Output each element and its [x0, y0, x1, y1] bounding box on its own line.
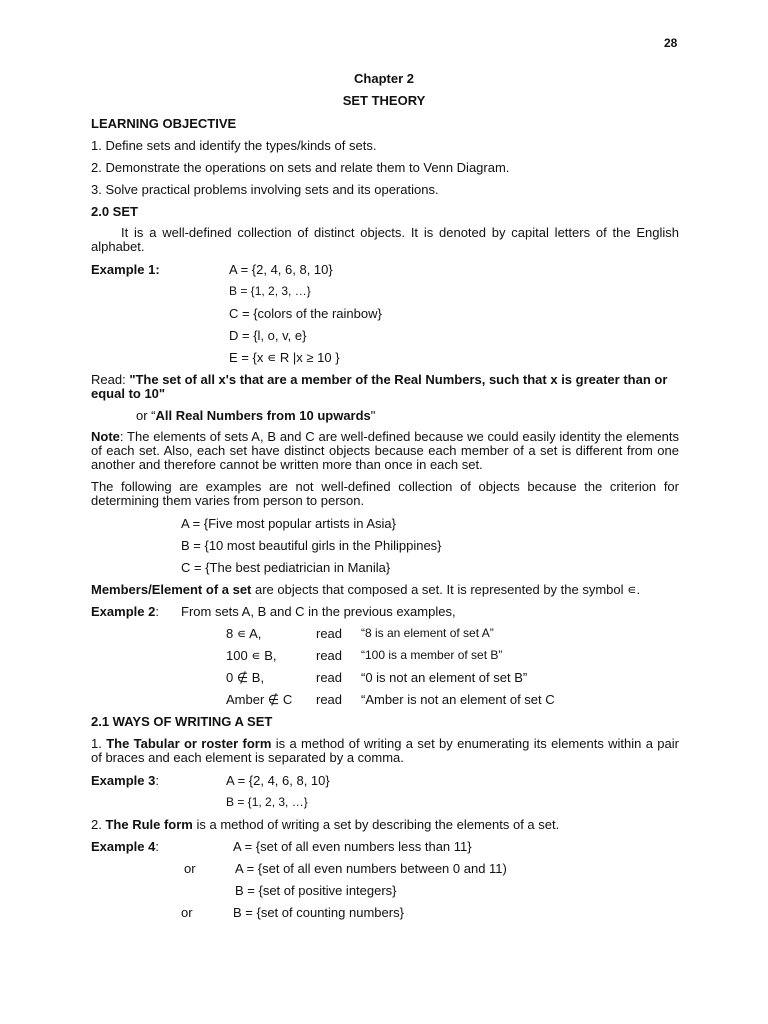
example-4-line: B = {set of counting numbers}	[233, 905, 404, 920]
page-number: 28	[664, 36, 678, 50]
example-4-label	[91, 839, 159, 854]
tabular-paragraph	[91, 737, 679, 765]
chapter-title: SET THEORY	[342, 93, 426, 108]
example-3-label	[91, 773, 159, 788]
or-statement	[136, 408, 375, 423]
membership-read: read	[316, 692, 343, 707]
membership-expr: 8 ∊ A,	[226, 626, 262, 641]
example-3-set: A = {2, 4, 6, 8, 10}	[226, 773, 330, 788]
tabular-prefix: 1.	[91, 736, 107, 751]
example-1-set: A = {2, 4, 6, 8, 10}	[229, 262, 333, 277]
example-4-colon: :	[155, 839, 159, 854]
chapter-label: Chapter 2	[354, 71, 414, 86]
not-well-defined-example: B = {10 most beautiful girls in the Philippines}	[181, 538, 442, 553]
membership-expr: Amber ∉ C	[226, 692, 293, 707]
example-4-or: or	[181, 905, 193, 920]
tabular-bold: The Tabular or roster form	[106, 736, 272, 751]
note-paragraph	[91, 430, 679, 472]
read-bold-text: "The set of all x's that are a member of the Real Numbers, such that x is greater than or equal to 10"	[91, 372, 668, 401]
not-well-defined-example: C = {The best pediatrician in Manila}	[181, 560, 391, 575]
or-bold-text: All Real Numbers from 10 upwards	[155, 408, 371, 423]
example-4-line: A = {set of all even numbers less than 11}	[233, 839, 472, 854]
rule-prefix: 2.	[91, 817, 106, 832]
objective-item: 3. Solve practical problems involving sets and its operations.	[91, 182, 439, 197]
membership-expr: 100 ∊ B,	[226, 648, 277, 663]
not-well-defined-paragraph: The following are examples are not well-defined collection of objects because the criterion for determining them varies from person to person.	[91, 479, 679, 508]
tabular-text: is a method of writing a set by enumerating its elements within a pair of braces and each element is separated by a comma.	[91, 736, 679, 765]
membership-read: read	[316, 626, 343, 641]
not-well-defined-example: A = {Five most popular artists in Asia}	[181, 516, 396, 531]
membership-meaning: “Amber is not an element of set C	[361, 692, 555, 707]
rule-paragraph	[91, 817, 559, 832]
example-4-line: B = {set of positive integers}	[235, 883, 397, 898]
example-3-colon: :	[155, 773, 159, 788]
example-3-set: B = {1, 2, 3, …}	[226, 795, 308, 809]
read-prefix: Read:	[91, 372, 130, 387]
members-bold: Members/Element of a set	[91, 582, 252, 597]
rule-bold: The Rule form	[105, 817, 193, 832]
membership-read: read	[316, 670, 343, 685]
example-1-set: C = {colors of the rainbow}	[229, 306, 382, 321]
or-prefix: or “	[136, 408, 156, 423]
or-suffix: "	[370, 408, 376, 423]
membership-read: read	[316, 648, 343, 663]
membership-meaning: “0 is not an element of set B”	[361, 670, 528, 685]
example-1-set: B = {1, 2, 3, …}	[229, 284, 311, 298]
learning-objective-heading: LEARNING OBJECTIVE	[91, 116, 237, 131]
note-label: Note	[91, 429, 120, 444]
objective-item: 1. Define sets and identify the types/kinds of sets.	[91, 138, 377, 153]
members-text: are objects that composed a set. It is represented by the symbol ∊.	[251, 582, 641, 597]
objective-item: 2. Demonstrate the operations on sets and relate them to Venn Diagram.	[91, 160, 510, 175]
example-2-colon: :	[155, 604, 159, 619]
example-3-label-text: Example 3	[91, 773, 156, 788]
membership-meaning: “8 is an element of set A”	[361, 626, 494, 640]
section-heading-ways: 2.1 WAYS OF WRITING A SET	[91, 714, 273, 729]
note-text: : The elements of sets A, B and C are well-defined because we could easily identity the elements of each set. Also, each set have distinct objects because each member of a set is different from one another and therefore cannot be written more than once in each set.	[91, 429, 679, 472]
example-2-intro: From sets A, B and C in the previous examples,	[181, 604, 456, 619]
example-1-set: D = {l, o, v, e}	[229, 328, 307, 343]
set-definition: It is a well-defined collection of distinct objects. It is denoted by capital letters of the English alphabet.	[91, 225, 679, 254]
example-1-set: E = {x ∊ R |x ≥ 10 }	[229, 350, 340, 365]
example-2-label	[91, 604, 159, 619]
example-1-label: Example 1:	[91, 262, 160, 277]
read-statement	[91, 373, 679, 401]
example-4-or: or	[184, 861, 196, 876]
example-2-label-text: Example 2	[91, 604, 156, 619]
membership-expr: 0 ∉ B,	[226, 670, 265, 685]
example-4-line: A = {set of all even numbers between 0 and 11)	[235, 861, 507, 876]
membership-meaning: “100 is a member of set B”	[361, 648, 503, 662]
members-paragraph	[91, 582, 640, 598]
section-heading-set: 2.0 SET	[91, 204, 138, 219]
example-4-label-text: Example 4	[91, 839, 156, 854]
rule-text: is a method of writing a set by describing the elements of a set.	[192, 817, 560, 832]
